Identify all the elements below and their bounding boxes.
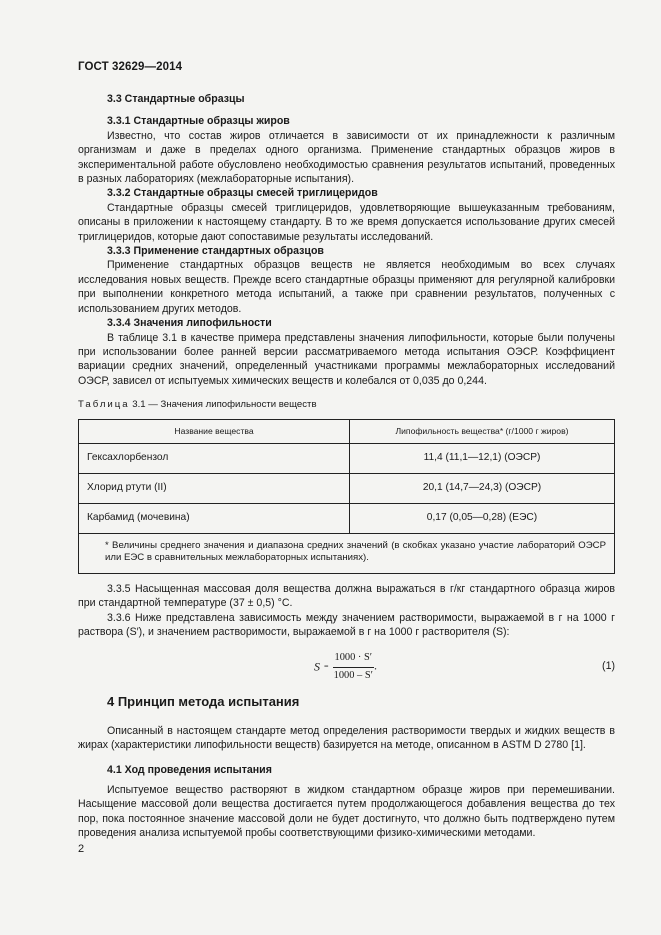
section-3-3-6-text: 3.3.6 Ниже представлена зависимость между значением растворимости, выражаемой в г на 1000 г раствора (S′), и значением растворимости, выражаемой в г на 1000 г растворителя (S): bbox=[78, 611, 615, 638]
table-footnote bbox=[79, 533, 615, 573]
table-footnote-row bbox=[79, 533, 615, 573]
page-number: 2 bbox=[78, 843, 85, 855]
table-header-lipophilicity: Липофильность вещества* (г/1000 г жиров) bbox=[350, 419, 615, 443]
table-cell-name: Карбамид (мочевина) bbox=[79, 503, 350, 533]
table-footnote-text: * Величины среднего значения и диапазона средних значений (в скобках указано участие лабораторий ОЭСР или ЕЭС в сравнительных межлабораторных испытаниях). bbox=[105, 539, 606, 564]
formula-fraction bbox=[333, 651, 378, 683]
table-caption-word: Таблица bbox=[78, 399, 130, 411]
formula-equals: = bbox=[324, 662, 329, 672]
table-cell-name: Гексахлорбензол bbox=[79, 443, 350, 473]
section-4-1-text: Испытуемое вещество растворяют в жидком стандартном образце жиров при перемешивании. Насыщение массовой доли вещества достигается путем продолжающегося добавления вещества до тех пор, пока постоянное значение массовой доли не будет достигнуто, что должно быть подтверждено путем проведения анализа испытуемой пробы соответствующими физико-химическими методами. bbox=[78, 783, 615, 840]
section-3-3-2-text: Стандартные образцы смесей триглицеридов, удовлетворяющие вышеуказанным требованиям, описаны в приложении к настоящему стандарту. В то же время допускается использование других смесей триглицеридов, которые дают сопоставимые результаты исследований. bbox=[78, 201, 615, 243]
formula-numerator: 1000 · S′ bbox=[333, 651, 375, 667]
section-3-3-4-text: В таблице 3.1 в качестве примера представлены значения липофильности, которые были получены при использовании более ранней версии рассматриваемого метода испытания ОЭСР. Коэффициент вариации средних значений, определенный участниками программы межлабораторных исследований ОЭСР, зависел от испытуемых химических веществ и колебался от 0,035 до 0,244. bbox=[78, 331, 615, 387]
lipophilicity-table bbox=[78, 419, 615, 574]
table-cell-value: 20,1 (14,7—24,3) (ОЭСР) bbox=[350, 473, 615, 503]
table-row bbox=[79, 503, 615, 533]
section-3-3-1-text: Известно, что состав жиров отличается в зависимости от их принадлежности к различным организмам и даже в пределах одного организма. Применение стандартных образцов жиров в экспериментальной работе обусловлено необходимостью сравнения результатов испытаний, проведенных в разных лабораториях (межлабораторные испытания). bbox=[78, 129, 615, 186]
formula-denominator: 1000 – S′ bbox=[333, 669, 373, 681]
table-cell-value: 0,17 (0,05—0,28) (ЕЭС) bbox=[350, 503, 615, 533]
section-3-3-2-title: 3.3.2 Стандартные образцы смесей триглицеридов bbox=[107, 187, 378, 200]
section-4-text: Описанный в настоящем стандарте метод определения растворимости твердых и жидких веществ в жирах (характеристики липофильности веществ) базируется на методе, описанном в ASTM D 2780 [1]. bbox=[78, 724, 615, 752]
table-cell-name: Хлорид ртути (II) bbox=[79, 473, 350, 503]
section-4-1-title: 4.1 Ход проведения испытания bbox=[107, 763, 272, 776]
section-3-3-5-text: 3.3.5 Насыщенная массовая доля вещества должна выражаться в г/кг стандартного образца жиров при стандартной температуре (37 ± 0,5) °С. bbox=[78, 582, 615, 610]
formula-number: (1) bbox=[602, 660, 615, 673]
formula-lhs: S bbox=[314, 660, 320, 675]
formula-tail: . bbox=[374, 659, 378, 673]
table-row bbox=[79, 443, 615, 473]
section-4-title: 4 Принцип метода испытания bbox=[107, 694, 300, 710]
table-caption-rest: 3.1 — Значения липофильности веществ bbox=[129, 399, 317, 411]
formula-expression bbox=[314, 651, 377, 683]
table-header-row bbox=[79, 419, 615, 443]
table-row bbox=[79, 473, 615, 503]
page-content bbox=[78, 92, 615, 841]
table-caption bbox=[78, 398, 615, 412]
formula-1 bbox=[78, 645, 615, 685]
section-3-3-1-title: 3.3.1 Стандартные образцы жиров bbox=[107, 115, 290, 128]
section-3-3-4-title: 3.3.4 Значения липофильности bbox=[107, 317, 272, 330]
table-header-substance: Название вещества bbox=[79, 419, 350, 443]
section-3-3-3-title: 3.3.3 Применение стандартных образцов bbox=[107, 245, 324, 258]
section-3-3-title: 3.3 Стандартные образцы bbox=[107, 93, 245, 105]
section-3-3-3-text: Применение стандартных образцов веществ не является необходимым во всех случаях исследования новых веществ. Прежде всего стандартные образцы применяют для регулярной калибровки при выполнении конкретного метода испытаний, а также при сравнении результатов, полученных с использованием других методов. bbox=[78, 259, 615, 315]
standard-code-header: ГОСТ 32629—2014 bbox=[78, 61, 183, 73]
table-cell-value: 11,4 (11,1—12,1) (ОЭСР) bbox=[350, 443, 615, 473]
